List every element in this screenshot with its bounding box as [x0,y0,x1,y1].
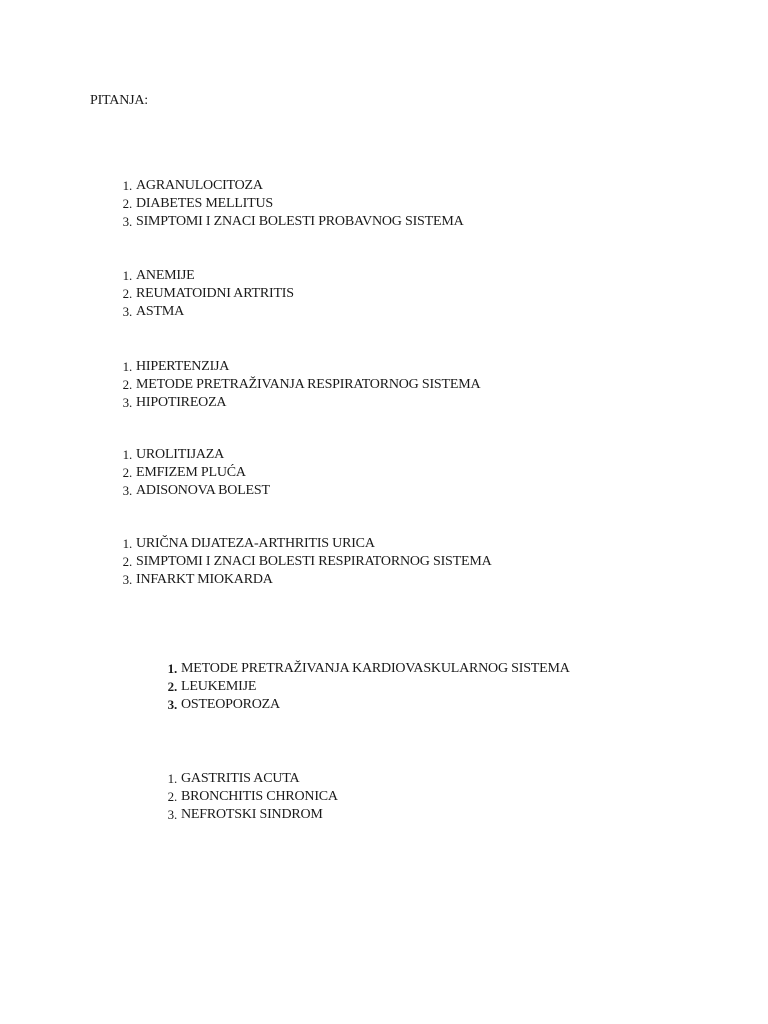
question-number: 2. [122,377,132,392]
question-item [122,267,294,285]
question-text: ASTMA [136,304,185,319]
question-item [122,464,270,482]
question-text: UROLITIJAZA [136,447,225,462]
question-text: GASTRITIS ACUTA [181,771,300,786]
question-number: 3. [122,572,132,587]
question-item [167,696,570,714]
question-item [122,482,270,500]
question-number: 3. [122,395,132,410]
question-text: BRONCHITIS CHRONICA [181,789,338,804]
question-item [122,394,480,412]
question-text: INFARKT MIOKARDA [136,572,273,587]
question-text: DIABETES MELLITUS [136,196,273,211]
question-group-1 [122,177,464,231]
question-group-6 [167,660,570,714]
question-text: LEUKEMIJE [181,679,257,694]
question-text: METODE PRETRAŽIVANJA RESPIRATORNOG SISTEMA [136,377,481,392]
question-item [122,195,464,213]
question-item [122,177,464,195]
question-item [122,213,464,231]
question-group-5 [122,535,492,589]
question-number: 1. [167,661,177,676]
question-group-2 [122,267,294,321]
question-number: 3. [122,483,132,498]
question-number: 1. [122,268,132,283]
question-number: 2. [122,465,132,480]
question-item [122,285,294,303]
question-text: REUMATOIDNI ARTRITIS [136,286,294,301]
question-number: 1. [167,771,177,786]
question-text: NEFROTSKI SINDROM [181,807,323,822]
question-item [167,770,338,788]
question-text: SIMPTOMI I ZNACI BOLESTI RESPIRATORNOG SISTEMA [136,554,492,569]
question-text: METODE PRETRAŽIVANJA KARDIOVASKULARNOG SISTEMA [181,661,570,676]
question-item [122,446,270,464]
question-group-7 [167,770,338,824]
question-number: 1. [122,536,132,551]
question-item [167,806,338,824]
question-number: 2. [167,679,177,694]
question-item [122,303,294,321]
question-item [122,535,491,553]
question-number: 3. [167,807,177,822]
question-number: 2. [122,196,132,211]
question-number: 2. [122,286,132,301]
question-item [122,571,491,589]
question-number: 1. [122,359,132,374]
question-item [167,678,570,696]
question-text: HIPOTIREOZA [136,395,227,410]
question-number: 2. [122,554,132,569]
question-item [167,788,338,806]
question-group-4 [122,446,270,500]
question-text: SIMPTOMI I ZNACI BOLESTI PROBAVNOG SISTEMA [136,214,464,229]
question-text: ANEMIJE [136,268,195,283]
question-text: OSTEOPOROZA [181,697,280,712]
question-item [167,660,570,678]
question-number: 3. [167,697,177,712]
question-group-3 [122,358,481,412]
question-text: HIPERTENZIJA [136,359,230,374]
question-number: 3. [122,214,132,229]
question-number: 3. [122,304,132,319]
question-item [122,553,492,571]
question-text: ADISONOVA BOLEST [136,483,270,498]
question-text: EMFIZEM PLUĆA [136,465,246,480]
document-heading: PITANJA: [90,93,148,108]
question-number: 1. [122,447,132,462]
question-text: AGRANULOCITOZA [136,178,263,193]
question-number: 1. [122,178,132,193]
question-number: 2. [167,789,177,804]
question-item [122,358,480,376]
question-item [122,376,481,394]
question-text: URIČNA DIJATEZA-ARTHRITIS URICA [136,536,375,551]
